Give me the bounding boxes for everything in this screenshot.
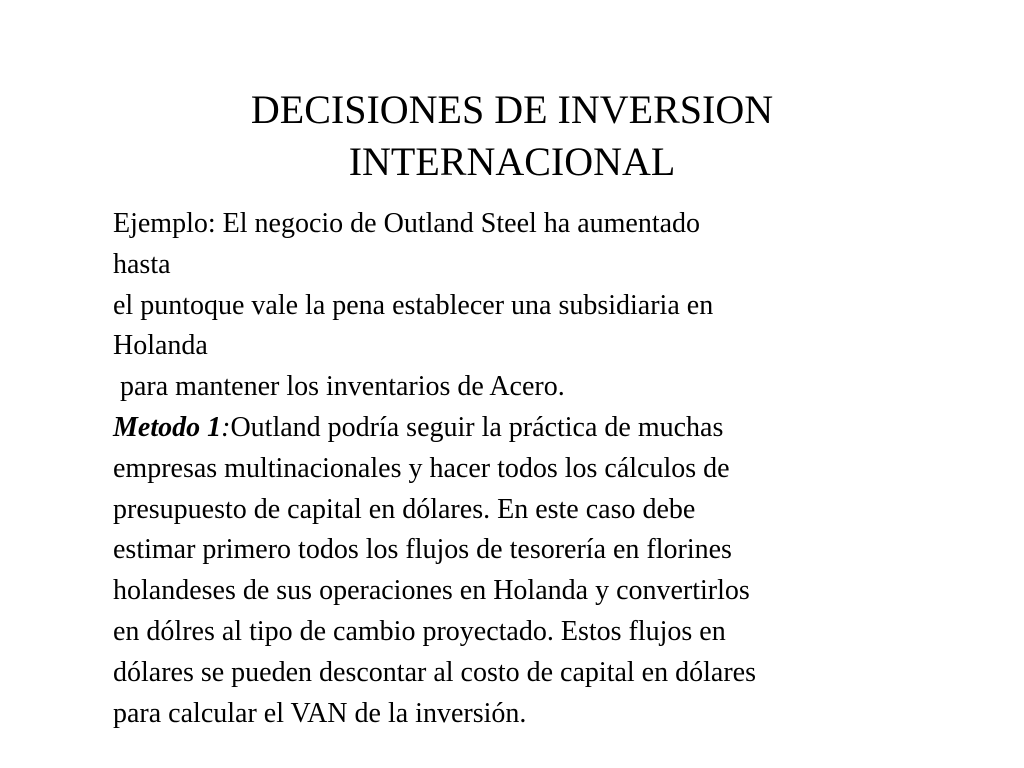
slide-title <box>0 84 1024 188</box>
method-first-line <box>113 408 913 449</box>
method-line-6: en dólres al tipo de cambio proyectado. Estos flujos en <box>113 615 726 647</box>
example-line-1: Ejemplo: El negocio de Outland Steel ha aumentado <box>113 208 701 239</box>
method-colon: : <box>221 411 231 443</box>
method-line-2: empresas multinacionales y hacer todos los cálculos de <box>113 452 730 484</box>
method-line-3: presupuesto de capital en dólares. En este caso debe <box>113 493 696 525</box>
example-line-2: hasta <box>113 248 171 280</box>
example-line-5: para mantener los inventarios de Acero. <box>113 371 565 403</box>
method-first-line-text: Outland podría seguir la práctica de muchas <box>230 411 724 443</box>
title-line-1: DECISIONES DE INVERSION <box>250 87 774 132</box>
method-line-8: para calcular el VAN de la inversión. <box>113 697 527 729</box>
example-line-3: el puntoque vale la pena establecer una subsidiaria en <box>113 289 714 321</box>
method-label: Metodo 1 <box>113 411 222 443</box>
method-line-5: holandeses de sus operaciones en Holanda y convertirlos <box>113 575 750 607</box>
method-line-7: dólares se pueden descontar al costo de capital en dólares <box>113 656 756 688</box>
example-line-4: Holanda <box>113 330 208 362</box>
title-line-2: INTERNACIONAL <box>348 139 676 184</box>
slide-body <box>113 204 913 734</box>
method-line-4: estimar primero todos los flujos de tesorería en florines <box>113 534 732 566</box>
